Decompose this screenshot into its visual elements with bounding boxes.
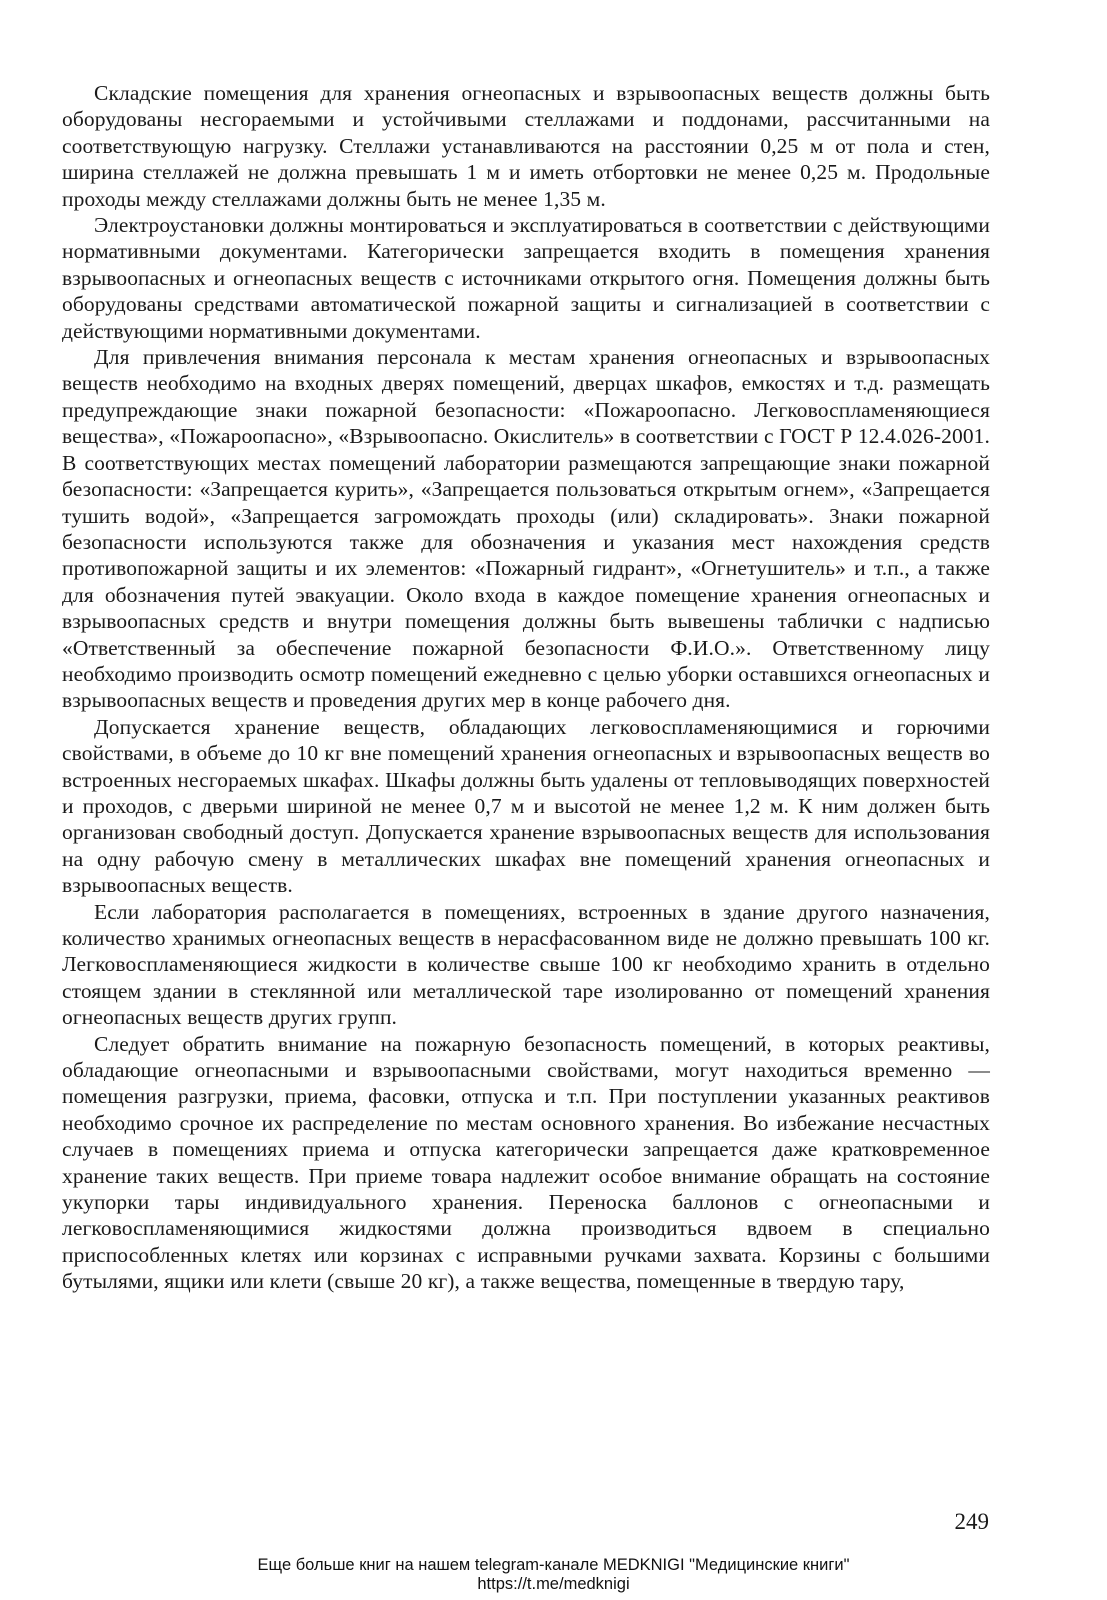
paragraph-warning-signs: Для привлечения внимания персонала к местам хранения огнеопасных и взрывоопасных веществ необходимо на входных дверях помещений, дверцах шкафов, емкостях и т.д. размещать предупреждающие знаки пожарной безопасности: «Пожароопасно. Легковоспламеняющиеся вещества», «Пожароопасно», «Взрывоопасно. Окислитель» в соответствии с ГОСТ Р 12.4.026-2001. В соответствующих местах помещений лаборатории размещаются запрещающие знаки пожарной безопасности: «Запрещается курить», «Запрещается пользоваться открытым огнем», «Запрещается тушить водой», «Запрещается загромождать проходы (или) складировать». Знаки пожарной безопасности используются также для обозначения и указания мест нахождения средств противопожарной защиты и их элементов: «Пожарный гидрант», «Огнетушитель» и т.п., а также для обозначения путей эвакуации. Около входа в каждое помещение хранения огнеопасных и взрывоопасных средств и внутри помещения должны быть вывешены таблички с надписью «Ответственный за обеспечение пожарной безопасности Ф.И.О.». Ответственному лицу необходимо производить осмотр помещений ежедневно с целью уборки оставшихся огнеопасных и взрывоопасных веществ и проведения других мер в конце рабочего дня. [62, 345, 990, 713]
footer-channel-link[interactable]: https://t.me/medknigi [477, 1575, 630, 1593]
paragraph-electrical-installations: Электроустановки должны монтироваться и эксплуатироваться в соответствии с действующими нормативными документами. Категорически запрещается входить в помещения хранения взрывоопасных и огнеопасных веществ с источниками открытого огня. Помещения должны быть оборудованы средствами автоматической пожарной защиты и сигнализацией в соответствии с действующими нормативными документами. [62, 213, 990, 343]
paragraph-cabinet-storage: Допускается хранение веществ, обладающих легковоспламеняющимися и горючими свойствами, в объеме до 10 кг вне помещений хранения огнеопасных и взрывоопасных веществ во встроенных несгораемых шкафах. Шкафы должны быть удалены от тепловыводящих поверхностей и проходов, с дверьми шириной не менее 0,7 м и высотой не менее 1,2 м. К ним должен быть организован свободный доступ. Допускается хранение взрывоопасных веществ для использования на одну рабочую смену в металлических шкафах вне помещений хранения огнеопасных и взрывоопасных веществ. [62, 714, 990, 898]
paragraph-storage-racks: Складские помещения для хранения огнеопасных и взрывоопасных веществ должны быть оборудованы несгораемыми и устойчивыми стеллажами и поддонами, рассчитанными на соответствующую нагрузку. Стеллажи устанавливаются на расстоянии 0,25 м от пола и стен, ширина стеллажей не должна превышать 1 м и иметь отбортовки не менее 0,25 м. Продольные проходы между стеллажами должны быть не менее 1,35 м. [62, 81, 990, 211]
footer-note [0, 1556, 1107, 1594]
paragraph-temporary-premises: Следует обратить внимание на пожарную безопасность помещений, в которых реактивы, обладающие огнеопасными и взрывоопасными свойствами, могут находиться временно — помещения разгрузки, приема, фасовки, отпуска и т.п. При поступлении указанных реактивов необходимо срочное их распределение по местам основного хранения. Во избежание несчастных случаев в помещениях приема и отпуска категорически запрещается даже кратковременное хранение таких веществ. При приеме товара надлежит особое внимание обращать на состояние укупорки тары индивидуального хранения. Переноска баллонов с огнеопасными и легковоспламеняющимися жидкостями должна производиться вдвоем в специально приспособленных клетях или корзинах с исправными ручками захвата. Корзины с большими бутылями, ящики или клети (свыше 20 кг), а также вещества, помещенные в твердую тару, [62, 1031, 990, 1294]
body-text [62, 80, 990, 1295]
page-number: 249 [954, 1509, 989, 1534]
footer-channel-text: Еще больше книг на нашем telegram-канале MEDKNIGI "Медицинские книги" [257, 1556, 850, 1574]
paragraph-built-in-premises: Если лаборатория располагается в помещениях, встроенных в здание другого назначения, количество хранимых огнеопасных веществ в нерасфасованном виде не должно превышать 100 кг. Легковоспламеняющиеся жидкости в количестве свыше 100 кг необходимо хранить в отдельно стоящем здании в стеклянной или металлической таре изолированно от помещений хранения огнеопасных веществ других групп. [62, 899, 990, 1030]
